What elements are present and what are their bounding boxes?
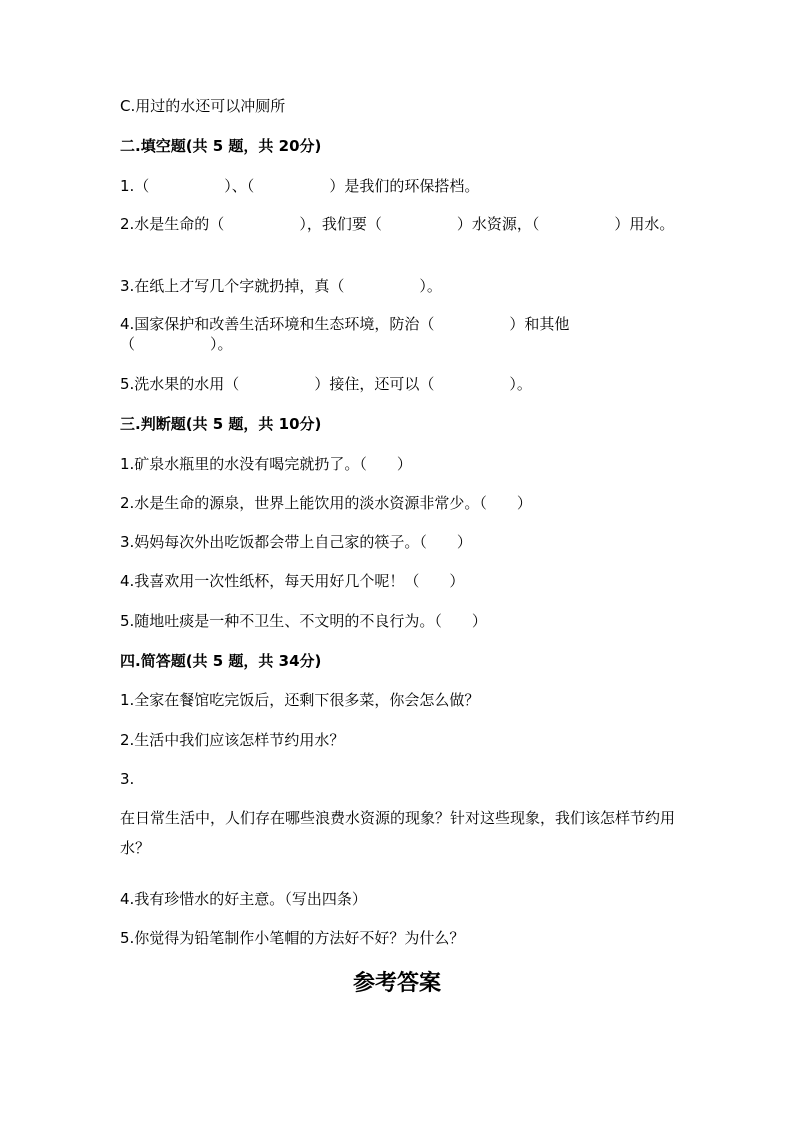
fill-question-3: 3.在纸上才写几个字就扔掉，真（ ）。 [120, 277, 442, 295]
fill-question-4: 4.国家保护和改善生活环境和生态环境，防治（ ）和其他（ ）。 [120, 315, 570, 353]
option-c: C.用过的水还可以冲厕所 [120, 97, 286, 115]
section4-heading: 四.简答题(共 5 题，共 34分) [120, 652, 322, 670]
answer-title: 参考答案 [352, 970, 441, 996]
short-question-2: 2.生活中我们应该怎样节约用水？ [120, 731, 345, 749]
short-question-3-number: 3. [120, 770, 135, 788]
short-question-1: 1.全家在餐馆吃完饭后，还剩下很多菜，你会怎么做？ [120, 691, 480, 709]
short-question-4: 4.我有珍惜水的好主意。（写出四条） [120, 890, 367, 908]
short-question-3-text: 在日常生活中，人们存在哪些浪费水资源的现象？针对这些现象，我们该怎样节约用水？ [120, 809, 676, 857]
section2-heading: 二.填空题(共 5 题，共 20分) [120, 137, 322, 155]
judge-question-4: 4.我喜欢用一次性纸杯，每天用好几个呢！（ ） [120, 572, 465, 590]
fill-question-2: 2.水是生命的（ ），我们要（ ）水资源，（ ）用水。 [120, 215, 675, 233]
fill-question-1: 1.（ ）、（ ）是我们的环保搭档。 [120, 177, 480, 195]
judge-question-2: 2.水是生命的源泉，世界上能饮用的淡水资源非常少。（ ） [120, 494, 532, 512]
judge-question-1: 1.矿泉水瓶里的水没有喝完就扔了。（ ） [120, 455, 412, 473]
judge-question-5: 5.随地吐痰是一种不卫生、不文明的不良行为。（ ） [120, 612, 487, 630]
fill-question-5: 5.洗水果的水用（ ）接住，还可以（ ）。 [120, 375, 532, 393]
short-question-5: 5.你觉得为铅笔制作小笔帽的方法好不好？为什么？ [120, 929, 465, 947]
judge-question-3: 3.妈妈每次外出吃饭都会带上自己家的筷子。（ ） [120, 533, 472, 551]
section3-heading: 三.判断题(共 5 题，共 10分) [120, 415, 322, 433]
